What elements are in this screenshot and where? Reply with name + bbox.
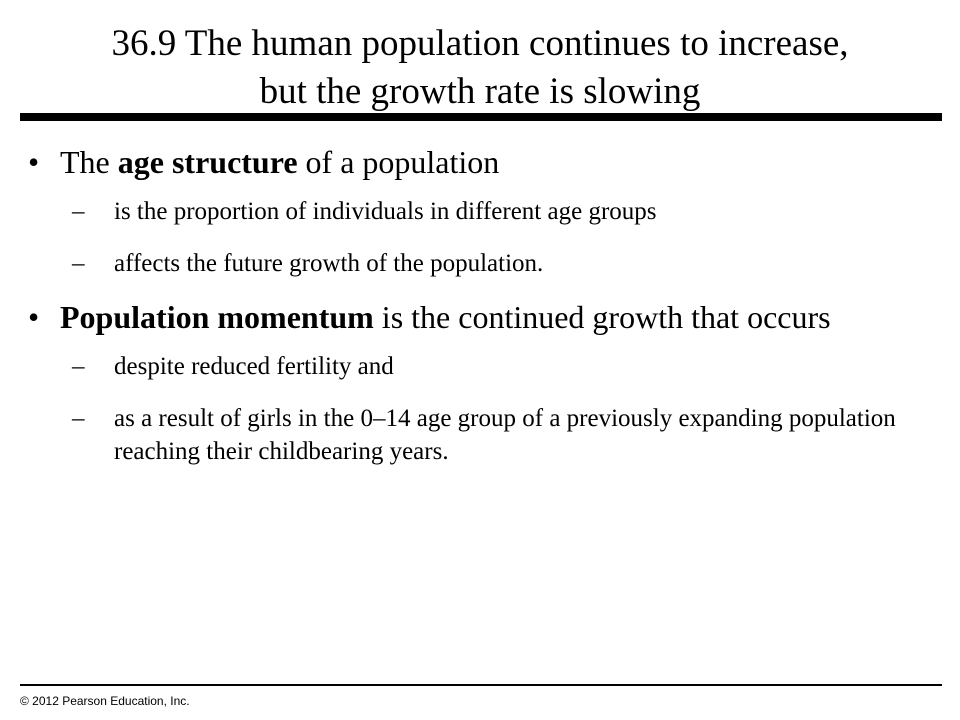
sub-bullet-marker: – [72, 353, 85, 380]
bullet-age-structure [28, 144, 940, 180]
bullet-population-momentum [28, 299, 940, 335]
sub-bullet [28, 350, 940, 383]
sub-bullet [28, 402, 940, 468]
sub-bullet-text: as a result of girls in the 0–14 age group of a previously expanding population reaching their childbearing years. [114, 405, 896, 465]
footer-divider [20, 684, 942, 686]
sub-bullet-text: is the proportion of individuals in different age groups [114, 198, 657, 225]
bullet-marker: • [28, 144, 40, 180]
slide-title [20, 20, 940, 116]
title-divider [20, 113, 942, 121]
sub-bullet [28, 247, 940, 280]
slide-title-line-2: but the growth rate is slowing [259, 71, 701, 112]
copyright-footer: © 2012 Pearson Education, Inc. [20, 694, 190, 708]
sub-bullet-text: affects the future growth of the population. [114, 250, 544, 277]
bullet-text-before: The [60, 144, 118, 180]
bullet-term: age structure [117, 144, 298, 180]
sub-bullet-marker: – [72, 250, 85, 277]
sub-bullet [28, 195, 940, 228]
sub-bullet-text: despite reduced fertility and [114, 353, 394, 380]
bullet-text-after: of a population [297, 144, 500, 180]
bullet-marker: • [28, 299, 40, 335]
bullet-text: is the continued growth that occurs [373, 299, 831, 335]
sub-bullet-marker: – [72, 405, 85, 432]
sub-bullet-marker: – [72, 198, 85, 225]
slide-body [28, 144, 940, 487]
slide-title-line-1: 36.9 The human population continues to increase, [111, 23, 849, 64]
bullet-term: Population momentum [60, 299, 374, 335]
